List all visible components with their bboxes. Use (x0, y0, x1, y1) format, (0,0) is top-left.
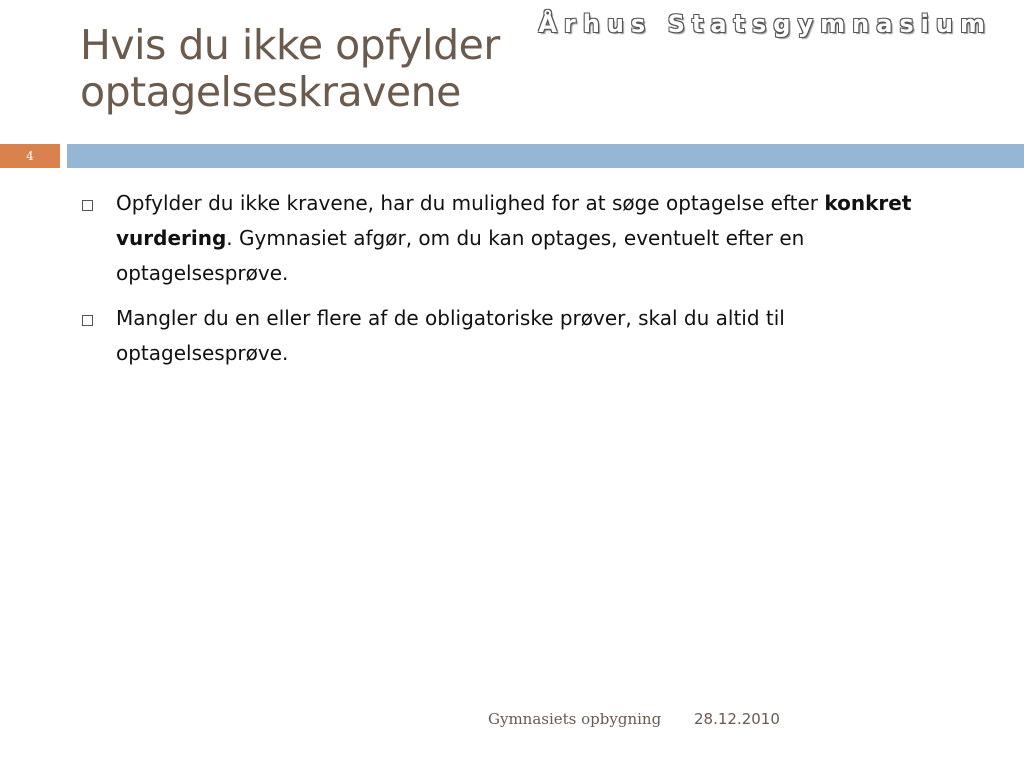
title-line-2: optagelseskravene (80, 68, 461, 116)
square-bullet-icon (82, 315, 93, 326)
bullet-item-2 (80, 301, 960, 371)
accent-bar (67, 144, 1024, 168)
bullet-1-bold: konkret vurdering (116, 191, 912, 250)
slide-number: 4 (0, 144, 60, 168)
school-watermark: Århus Statsgymnasium (538, 10, 992, 38)
bullet-list (80, 186, 960, 381)
footer-title: Gymnasiets opbygning (488, 710, 662, 728)
bullet-item-1 (80, 186, 960, 291)
bullet-1-text: Opfylder du ikke kravene, har du mulighed for at søge optagelse efter (116, 191, 825, 215)
header-band (0, 144, 1024, 168)
slide-title (80, 22, 680, 116)
footer-date: 28.12.2010 (694, 710, 780, 728)
bullet-2-text: Mangler du en eller flere af de obligatoriske prøver, skal du altid til optagelsesprøve. (116, 306, 785, 365)
title-line-1: Hvis du ikke opfylder (80, 21, 500, 69)
square-bullet-icon (82, 200, 93, 211)
bullet-1-text-end: . Gymnasiet afgør, om du kan optages, eventuelt efter en optagelsesprøve. (116, 226, 805, 285)
